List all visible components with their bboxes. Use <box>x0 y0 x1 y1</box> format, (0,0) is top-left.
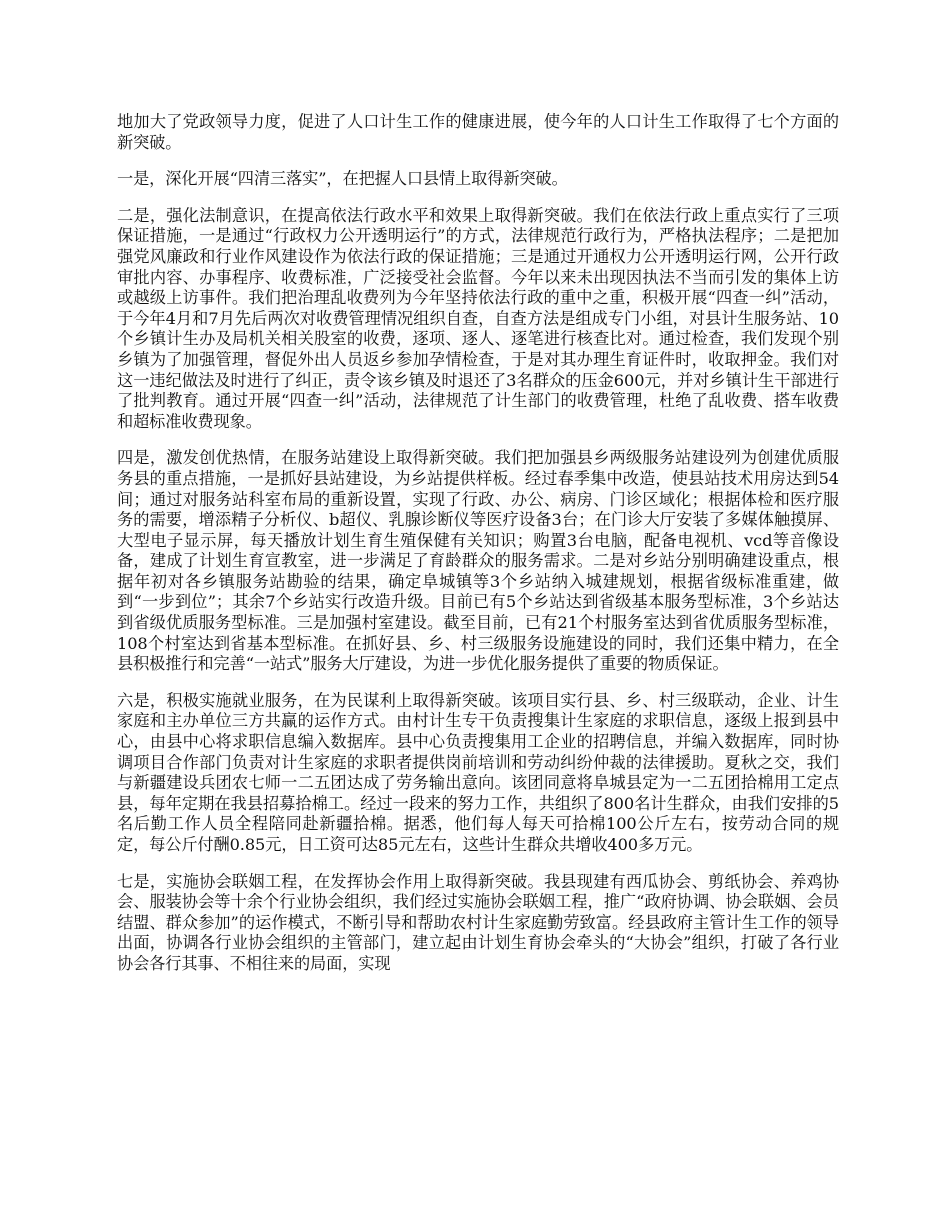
paragraph-item-six: 六是，积极实施就业服务，在为民谋利上取得新突破。该项目实行县、乡、村三级联动，企业、计生家庭和主办单位三方共赢的运作方式。由村计生专干负责搜集计生家庭的求职信息，逐级上报到县中心，由县中心将求职信息编入数据库。县中心负责搜集用工企业的招聘信息，并编入数据库，同时协调项目合作部门负责对计生家庭的求职者提供岗前培训和劳动纠纷仲裁的法律援助。夏秋之交，我们与新疆建设兵团农七师一二五团达成了劳务输出意向。该团同意将阜城县定为一二五团拾棉用工定点县，每年定期在我县招募拾棉工。经过一段来的努力工作，共组织了800名计生群众，由我们安排的5名后勤工作人员全程陪同赴新疆拾棉。据悉，他们每人每天可拾棉100公斤左右，按劳动合同的规定，每公斤付酬0.85元，日工资可达85元左右，这些计生群众共增收400多万元。 <box>117 690 839 854</box>
paragraph-item-four: 四是，激发创优热情，在服务站建设上取得新突破。我们把加强县乡两级服务站建设列为创建优质服务县的重点措施，一是抓好县站建设，为乡站提供样板。经过春季集中改造，使县站技术用房达到54间；通过对服务站科室布局的重新设置，实现了行政、办公、病房、门诊区域化；根据体检和医疗服务的需要，增添精子分析仪、b超仪、乳腺诊断仪等医疗设备3台；在门诊大厅安装了多媒体触摸屏、大型电子显示屏，每天播放计划生育生殖保健有关知识；购置3台电脑，配备电视机、vcd等音像设备，建成了计划生育宣教室，进一步满足了育龄群众的服务需求。二是对乡站分别明确建设重点，根据年初对各乡镇服务站勘验的结果，确定阜城镇等3个乡站纳入城建规划，根据省级标准重建，做到“一步到位”；其余7个乡站实行改造升级。目前已有5个乡站达到省级基本服务型标准，3个乡站达到省级优质服务型标准。三是加强村室建设。截至目前，已有21个村服务室达到省优质服务型标准，108个村室达到省基本型标准。在抓好县、乡、村三级服务设施建设的同时，我们还集中精力，在全县积极推行和完善“一站式”服务大厅建设，为进一步优化服务提供了重要的物质保证。 <box>117 448 839 674</box>
paragraph-item-one: 一是，深化开展“四清三落实”，在把握人口县情上取得新突破。 <box>117 169 568 189</box>
paragraph-item-two: 二是，强化法制意识，在提高依法行政水平和效果上取得新突破。我们在依法行政上重点实行了三项保证措施，一是通过“行政权力公开透明运行”的方式，法律规范行政行为，严格执法程序；二是把加强党风廉政和行业作风建设作为依法行政的保证措施；三是通过开通权力公开透明运行网，公开行政审批内容、办事程序、收费标准，广泛接受社会监督。今年以来未出现因执法不当而引发的集体上访或越级上访事件。我们把治理乱收费列为今年坚持依法行政的重中之重，积极开展“四查一纠”活动，于今年4月和7月先后两次对收费管理情况组织自查，自查方法是组成专门小组，对县计生服务站、10个乡镇计生办及局机关相关股室的收费，逐项、逐人、逐笔进行核查比对。通过检查，我们发现个别乡镇为了加强管理，督促外出人员返乡参加孕情检查，于是对其办理生育证件时，收取押金。我们对这一违纪做法及时进行了纠正，责令该乡镇及时退还了3名群众的压金600元，并对乡镇计生干部进行了批判教育。通过开展“四查一纠”活动，法律规范了计生部门的收费管理，杜绝了乱收费、搭车收费和超标准收费现象。 <box>117 205 839 431</box>
paragraph-item-seven: 七是，实施协会联姻工程，在发挥协会作用上取得新突破。我县现建有西瓜协会、剪纸协会、养鸡协会、服装协会等十余个行业协会组织，我们经过实施协会联姻工程，推广“政府协调、协会联姻、会员结盟、群众参加”的运作模式，不断引导和帮助农村计生家庭勤劳致富。经县政府主管计生工作的领导出面，协调各行业协会组织的主管部门，建立起由计划生育协会牵头的“大协会”组织，打破了各行业协会各行其事、不相往来的局面，实现 <box>117 871 839 973</box>
document-page <box>117 112 839 991</box>
paragraph-intro: 地加大了党政领导力度，促进了人口计生工作的健康进展，使今年的人口计生工作取得了七个方面的新突破。 <box>117 112 839 152</box>
